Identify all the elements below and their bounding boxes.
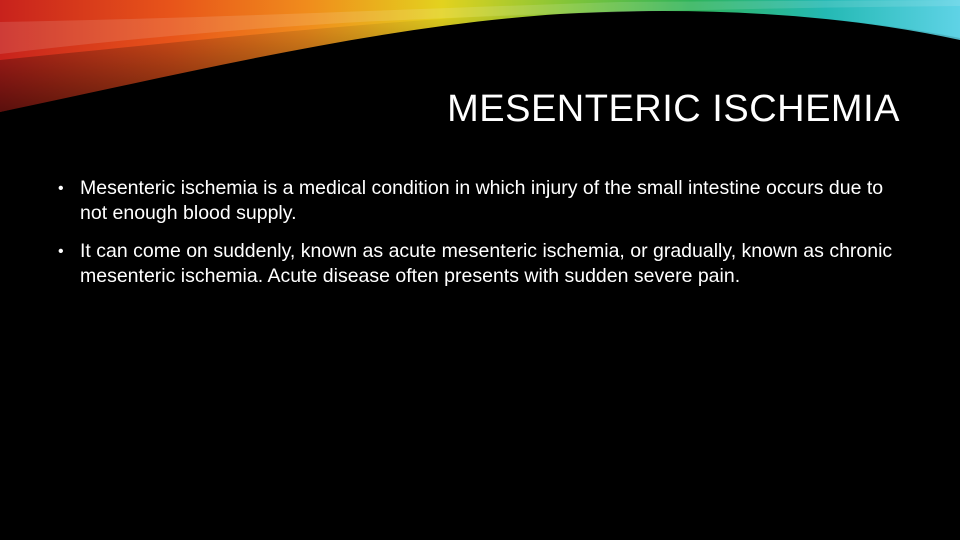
bullet-list — [58, 176, 908, 302]
bullet-icon: • — [58, 243, 64, 260]
bullet-text: Mesenteric ischemia is a medical condition in which injury of the small intestine occurs due to not enough blood supply. — [80, 177, 884, 224]
slide-title: MESENTERIC ISCHEMIA — [447, 88, 900, 130]
bullet-item — [58, 176, 908, 226]
bullet-text: It can come on suddenly, known as acute mesenteric ischemia, or gradually, known as chronic mesenteric ischemia. Acute disease often presents with sudden severe pain. — [80, 240, 893, 287]
bullet-icon: • — [58, 180, 64, 197]
bullet-item — [58, 239, 908, 289]
